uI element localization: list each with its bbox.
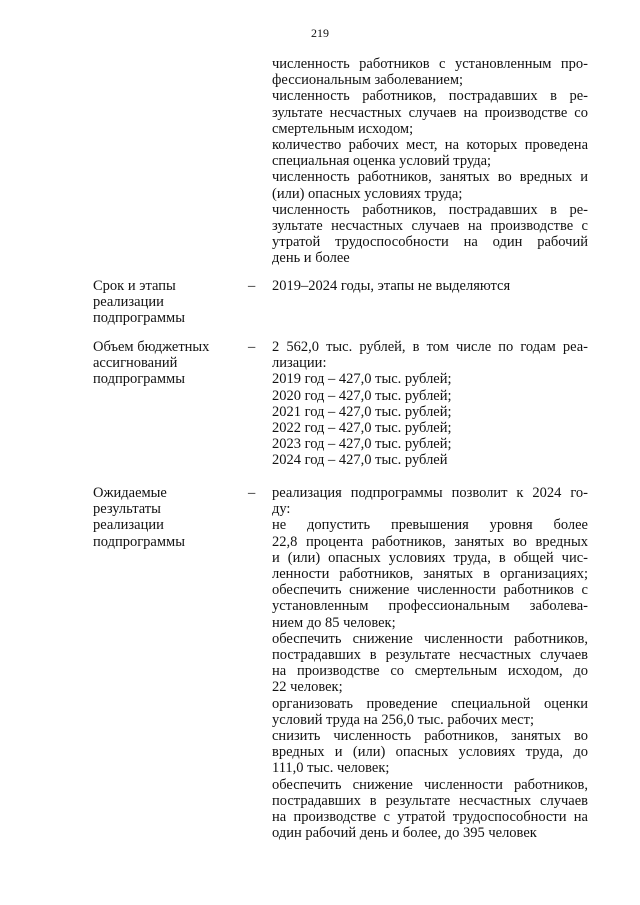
text-line: день и более [272,250,350,267]
text-line: 2019–2024 годы, этапы не выделяются [272,278,511,294]
text-line: количество рабочих мест, на которых проведена [272,137,588,154]
text-line: условий труда на 256,0 тыс. рабочих мест; [272,711,534,728]
top-continuation-block [272,56,588,267]
text-line: обеспечить снижение численности работников, [272,776,588,793]
text-line: пострадавших в результате несчастных случаев [272,792,588,809]
text-line: фессиональным заболеванием; [272,72,464,89]
text-line: и (или) опасных условиях труда, в общей чис- [272,549,588,566]
text-line: организовать проведение специальной оценки [272,695,588,712]
text-line: зультате несчастных случаев на производстве с [272,218,588,235]
label-line: подпрограммы [93,310,185,327]
text-line: нием до 85 человек; [272,614,396,631]
text-line: ленности работников, занятых в организациях; [272,566,588,583]
row-content [272,485,588,841]
row-label [93,339,243,388]
label-line: ассигнований [93,355,178,372]
text-line: 22,8 процента работников, занятых во вредных [272,533,588,550]
text-line: лизации: [272,355,327,372]
text-line: не допустить превышения уровня более [272,517,588,534]
text-line: 2022 год – 427,0 тыс. рублей; [272,420,452,437]
text-line: зультате несчастных случаев на производстве со [272,104,588,121]
text-line: на производстве со смертельным исходом, до [272,663,588,680]
label-line: реализации [93,517,164,534]
label-line: подпрограммы [93,371,185,388]
text-line: обеспечить снижение численности работников, [272,630,588,647]
text-line: на производстве с утратой трудоспособности на [272,809,588,826]
row-dash: – [248,485,256,501]
text-line: смертельным исходом; [272,120,414,137]
label-line: Объем бюджетных [93,339,210,355]
text-line: пострадавших в результате несчастных случаев [272,647,588,664]
text-line: утратой трудоспособности на один рабочий [272,234,588,251]
text-line: ду: [272,501,291,518]
text-line: установленным профессиональным заболева- [272,598,588,615]
text-line: численность работников, пострадавших в ре- [272,88,588,105]
text-line: 2023 год – 427,0 тыс. рублей; [272,436,452,453]
text-line: 111,0 тыс. человек; [272,760,390,777]
text-line: реализация подпрограммы позволит к 2024 го- [272,485,588,501]
text-line: численность работников, пострадавших в ре- [272,201,588,218]
text-line: обеспечить снижение численности работников с [272,582,588,599]
text-line: 2019 год – 427,0 тыс. рублей; [272,371,452,388]
text-line: 2024 год – 427,0 тыс. рублей [272,452,448,469]
row-dash: – [248,278,256,294]
row-label [93,485,243,550]
text-line: численность работников, занятых во вредных и [272,169,588,186]
row-label [93,278,243,327]
label-line: Срок и этапы [93,278,176,294]
text-line: снизить численность работников, занятых во [272,728,588,745]
text-line: специальная оценка условий труда; [272,153,492,170]
text-line: 2020 год – 427,0 тыс. рублей; [272,387,452,404]
label-line: результаты [93,501,161,518]
text-line: вредных и (или) опасных условиях труда, до [272,744,588,761]
label-line: реализации [93,294,164,311]
text-line: (или) опасных условиях труда; [272,185,463,202]
text-line: один рабочий день и более, до 395 человек [272,825,537,842]
row-dash: – [248,339,256,355]
label-line: подпрограммы [93,533,185,550]
page-number: 219 [311,26,329,40]
text-line: численность работников с установленным про- [272,56,588,72]
text-line: 2 562,0 тыс. рублей, в том числе по годам реа- [272,339,588,355]
text-line: 22 человек; [272,679,343,696]
row-content [272,339,588,469]
row-content [272,278,588,294]
text-line: 2021 год – 427,0 тыс. рублей; [272,403,452,420]
label-line: Ожидаемые [93,485,167,501]
